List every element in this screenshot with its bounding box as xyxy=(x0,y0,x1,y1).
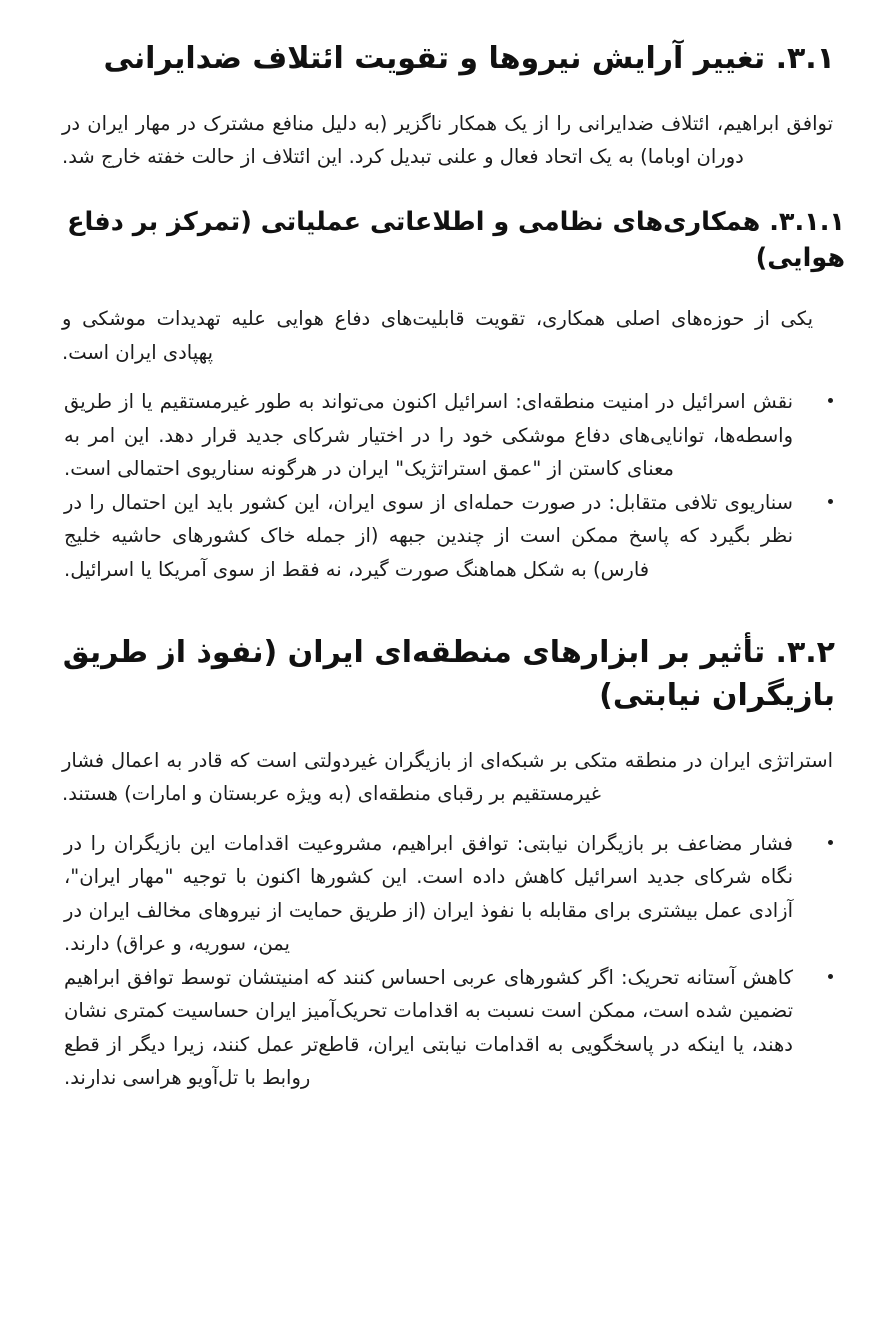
paragraph-section-3-2: استراتژی ایران در منطقه متکی بر شبکه‌ای از بازیگران غیردولتی است که قادر به اعمال فشار غیرمستقیم بر رقبای منطقه‌ای (به ویژه عربستان و امارات) هستند. xyxy=(62,748,833,806)
list-item xyxy=(64,961,835,1095)
heading-section-3-1-1: ۳.۱.۱. همکاری‌های نظامی و اطلاعاتی عملیاتی (تمرکز بر دفاع هوایی) xyxy=(67,206,845,273)
heading-section-3-2: ۳.۲. تأثیر بر ابزارهای منطقه‌ای ایران (نفوذ از طریق بازیگران نیابتی) xyxy=(62,635,835,713)
list-item xyxy=(64,486,835,587)
bullet-list-section-3-2 xyxy=(58,827,855,1095)
list-item-text: سناریوی تلافی متقابل: در صورت حمله‌ای از سوی ایران، این کشور باید این احتمال را در نظر بگیرد که پاسخ ممکن است از چندین جبهه (از جمله خاک کشورهای حاشیه خلیج فارس) به شکل هماهنگ صورت گیرد، نه فقط از سوی آمریکا یا اسرائیل. xyxy=(64,490,793,581)
bullet-dot-icon xyxy=(828,840,833,845)
section-spacer xyxy=(58,586,855,616)
paragraph-section-3-1: توافق ابراهیم، ائتلاف ضدایرانی را از یک همکار ناگزیر (به دلیل منافع مشترک در مهار ایران در دوران اوباما) به یک اتحاد فعال و علنی تبدیل کرد. این ائتلاف از حالت خفته خارج شد. xyxy=(62,111,833,169)
list-item-text: کاهش آستانه تحریک: اگر کشورهای عربی احساس کنند که امنیتشان توسط توافق ابراهیم تضمین شده است، ممکن است نسبت به اقدامات تحریک‌آمیز ایران حساسیت کمتری نشان دهند، یا اینکه در پاسخگویی به اقدامات نیابتی ایران، قاطع‌تر عمل کنند، زیرا دیگر از قطع روابط با تل‌آویو هراسی ندارند. xyxy=(64,965,793,1090)
heading-section-3-1: ۳.۱. تغییر آرایش نیروها و تقویت ائتلاف ضدایرانی xyxy=(103,41,835,76)
list-item xyxy=(64,385,835,486)
bullet-dot-icon xyxy=(828,499,833,504)
bullet-list-section-3-1-1 xyxy=(58,385,855,586)
paragraph-section-3-1-1: یکی از حوزه‌های اصلی همکاری، تقویت قابلیت‌های دفاع هوایی علیه تهدیدات موشکی و پهپادی ایران است. xyxy=(62,307,813,364)
list-item-text: فشار مضاعف بر بازیگران نیابتی: توافق ابراهیم، مشروعیت اقدامات این بازیگران را در نگاه شرکای جدید اسرائیل کاهش داده است. این کشورها اکنون با توجیه "مهار ایران"، آزادی عمل بیشتری برای مقابله با نفوذ ایران (از طریق حمایت از نیروهای مخالف ایران در یمن، سوریه، و عراق) دارند. xyxy=(64,831,793,956)
list-item-text: نقش اسرائیل در امنیت منطقه‌ای: اسرائیل اکنون می‌تواند به طور غیرمستقیم یا از طریق واسطه‌ها، توانایی‌های دفاع موشکی خود را در اختیار شرکای جدید قرار دهد. این امر به معنای کاستن از "عمق استراتژیک" ایران در هرگونه سناریوی احتمالی است. xyxy=(64,390,793,481)
bullet-dot-icon xyxy=(828,974,833,979)
bullet-dot-icon xyxy=(828,398,833,403)
list-item xyxy=(64,827,835,961)
